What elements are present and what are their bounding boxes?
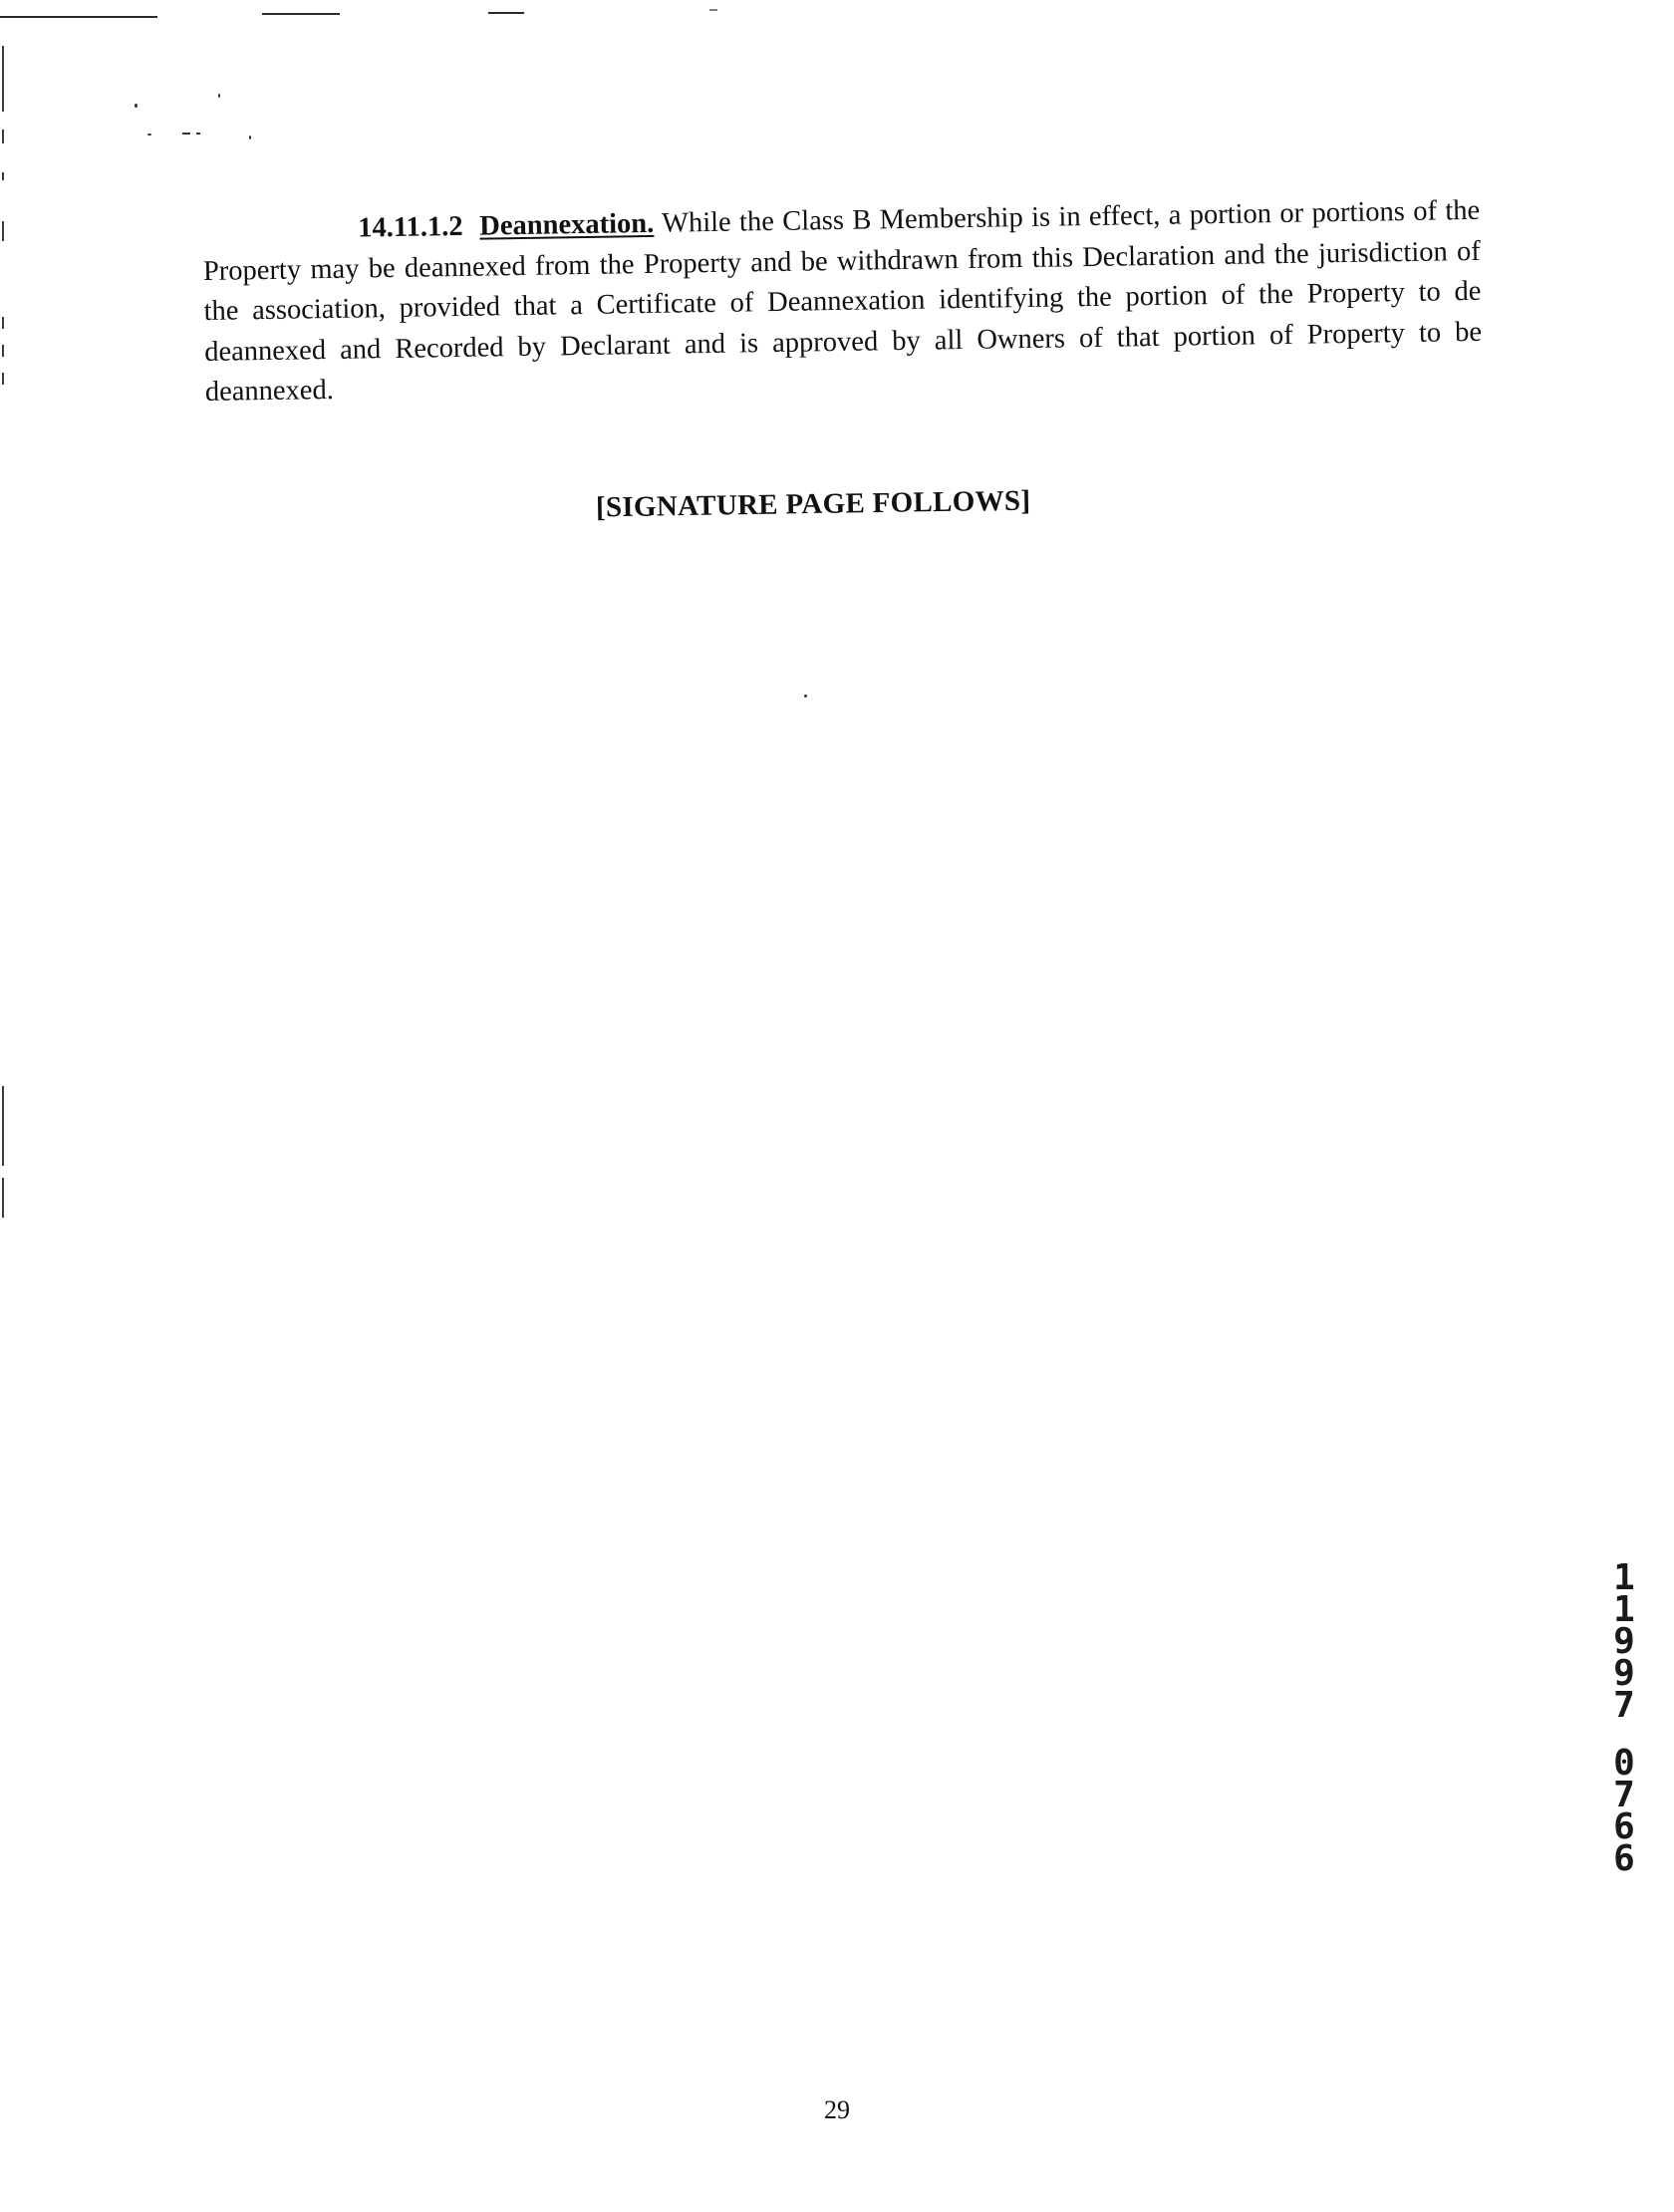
scan-artifact-line	[0, 16, 157, 18]
scan-artifact-line	[488, 12, 524, 14]
scan-edge-mark	[2, 1086, 4, 1166]
scan-speck	[218, 94, 220, 98]
stamp-digit: 6	[1613, 1838, 1635, 1879]
section-number: 14.11.1.2	[358, 210, 463, 244]
stamp-digit: 6	[1613, 1806, 1635, 1847]
scan-edge-mark	[2, 373, 4, 385]
scan-edge-mark	[2, 345, 4, 357]
scan-edge-mark	[2, 1178, 4, 1218]
stamp-digit: 7	[1613, 1775, 1635, 1815]
stamp-digit: 1	[1613, 1557, 1635, 1598]
recording-stamp	[1602, 1557, 1646, 1879]
scan-speck	[182, 133, 190, 135]
scan-speck	[135, 104, 138, 108]
stamp-digit: 1	[1613, 1589, 1635, 1630]
scan-speck	[196, 133, 200, 135]
scan-artifact-line	[262, 13, 340, 15]
scan-edge-mark	[2, 46, 4, 112]
scan-edge-mark	[2, 317, 4, 329]
section-paragraph	[202, 191, 1483, 414]
signature-page-note: [SIGNATURE PAGE FOLLOWS]	[595, 484, 1031, 524]
scan-edge-mark	[2, 172, 4, 180]
page-number: 29	[824, 2095, 850, 2124]
scan-edge-mark	[2, 130, 4, 143]
scan-edge-mark	[2, 221, 4, 241]
stamp-digit: 7	[1613, 1685, 1635, 1726]
section-title: Deannexation.	[479, 207, 655, 242]
stamp-digit: 9	[1613, 1621, 1635, 1662]
scan-speck	[147, 134, 151, 136]
scan-speck	[249, 136, 251, 139]
section-body: While the Class B Membership is in effect, a portion or portions of the Property may be deannexed from the Property and be withdrawn from this Declaration and the jurisdiction of the association, provided that a Certificate of Deannexation identifying the portion of the Property to de deannexed and Recorded by Declarant and is approved by all Owners of that portion of Property to be deannexed.	[202, 194, 1483, 408]
stamp-digit: 0	[1613, 1743, 1635, 1784]
scan-speck	[804, 694, 807, 697]
stamp-digit: 9	[1613, 1653, 1635, 1694]
scan-artifact-line	[709, 9, 717, 11]
